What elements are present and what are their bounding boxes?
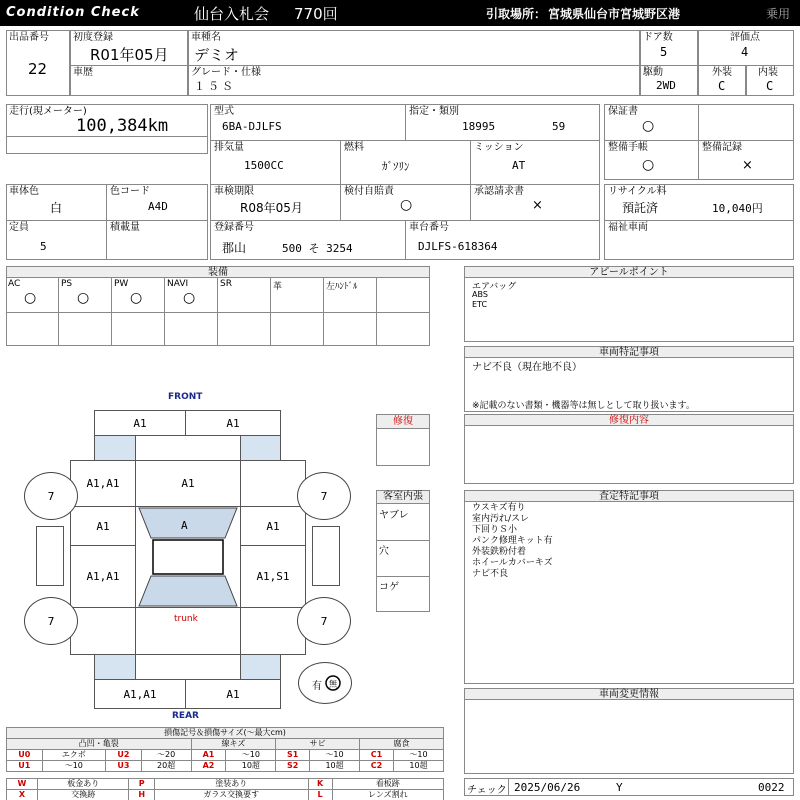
assessment-title: 査定特記事項 xyxy=(465,491,793,502)
assessment-line: ホイールカバーキズ xyxy=(472,558,553,568)
tire-front-right: 7 xyxy=(297,472,351,520)
equipment-item xyxy=(324,278,377,312)
assessment-line: 下回りＳ小 xyxy=(472,525,518,535)
appeal-line-2: ABS xyxy=(472,290,488,299)
windshield-glass xyxy=(139,508,237,538)
category-value: 59 xyxy=(552,120,566,133)
score-value: 4 xyxy=(741,45,749,59)
equipment-item-label: PS xyxy=(61,279,73,289)
check-label: チェック xyxy=(467,785,507,796)
legend-row-4 xyxy=(7,790,444,800)
pickup-place: 宮城県仙台市宮城野区港 xyxy=(548,7,681,21)
rear-center-panel xyxy=(135,654,241,680)
grade-label: グレード・仕様 xyxy=(191,67,261,78)
legend-desc: 塗装あり xyxy=(154,779,308,790)
inspection-value: R08年05月 xyxy=(240,201,303,215)
plate-area: 郡山 xyxy=(222,241,247,255)
displacement-value: 1500CC xyxy=(244,159,284,172)
grade-value: １５Ｓ xyxy=(194,80,236,93)
legend-desc: 10超 xyxy=(310,761,360,772)
recycle-label: リサイクル料 xyxy=(608,186,667,197)
equipment-item xyxy=(59,278,112,312)
assessment-line: 外装鉄粉付着 xyxy=(472,547,527,557)
legend-code: K xyxy=(308,779,332,790)
claim-label: 承認請求書 xyxy=(474,186,524,197)
front-left-fender: A1,A1 xyxy=(70,460,136,507)
legend-desc: 交換跡 xyxy=(37,790,129,800)
type-value: 6BA-DJLFS xyxy=(222,120,282,133)
legend-code: A1 xyxy=(191,750,226,761)
equipment-item-mark: ○ xyxy=(77,290,90,306)
rear-bumper-left: A1,A1 xyxy=(94,679,186,709)
cabin-item-tear: ヤブレ xyxy=(379,510,409,521)
tire-rear-left: 7 xyxy=(24,597,78,645)
model-label: 車種名 xyxy=(191,32,221,43)
left-side-mirror xyxy=(36,526,64,586)
legend-row-3 xyxy=(7,779,444,790)
exterior-label: 外装 xyxy=(712,67,732,78)
equipment-item-label: NAVI xyxy=(167,279,189,289)
equipment-extra-cell xyxy=(59,312,112,346)
manual-value: ○ xyxy=(642,157,655,173)
legend-row-2 xyxy=(7,761,444,772)
front-right-door: A1 xyxy=(240,506,306,546)
legend-code: C2 xyxy=(360,761,394,772)
rear-left-quarter xyxy=(70,607,136,655)
cabin-title: 客室内張 xyxy=(377,491,429,504)
mission-label: ミッション xyxy=(474,142,524,153)
special-title: 車両特記事項 xyxy=(465,347,793,358)
legend-desc: 看板跡 xyxy=(332,779,443,790)
legend-desc: 10超 xyxy=(226,761,276,772)
changes-title: 車両変更情報 xyxy=(465,689,793,700)
equipment-item xyxy=(218,278,271,312)
tire-rear-right: 7 xyxy=(297,597,351,645)
exterior-value: C xyxy=(718,79,726,93)
plate-number: 500 そ 3254 xyxy=(282,242,353,255)
assessment-line: パンク修理キット有 xyxy=(472,536,553,546)
trunk-label: trunk xyxy=(174,614,198,624)
equipment-extra-cell xyxy=(165,312,218,346)
legend-desc: 〜10 xyxy=(394,750,444,761)
welfare-label: 福祉車両 xyxy=(608,222,648,233)
legend-desc: 板金あり xyxy=(37,779,129,790)
front-right-lamp xyxy=(240,435,281,461)
drive-value: 2WD xyxy=(656,79,676,92)
appeal-line-1: エアバッグ xyxy=(472,282,517,292)
equipment-extra-cell xyxy=(112,312,165,346)
insurance-label: 検付自賠責 xyxy=(344,186,394,197)
first-reg-label: 初度登録 xyxy=(73,32,113,43)
assessment-line: 室内汚れ/スレ xyxy=(472,514,530,524)
mileage-label: 走行(現メーター) xyxy=(9,106,87,117)
assessment-line: ナビ不良 xyxy=(472,569,509,579)
legend-group-scratch: 線キズ xyxy=(191,739,276,750)
legend-desc: 〜10 xyxy=(226,750,276,761)
legend-desc: エクボ xyxy=(42,750,106,761)
pickup-label: 引取場所： xyxy=(486,7,547,21)
legend-code: S1 xyxy=(276,750,310,761)
legend-table-2 xyxy=(6,778,444,800)
lot-label: 出品番号 xyxy=(9,32,49,43)
right-side-mirror xyxy=(312,526,340,586)
equipment-item xyxy=(112,278,165,312)
legend-code: U3 xyxy=(106,761,142,772)
first-reg-value: R01年05月 xyxy=(90,46,169,64)
doors-value: 5 xyxy=(660,45,668,59)
equipment-item-label: AC xyxy=(8,279,21,289)
equipment-item-label: 革 xyxy=(273,282,283,292)
rear-right-door: A1,S1 xyxy=(240,545,306,608)
rear-left-lamp xyxy=(94,654,136,680)
front-bumper-left: A1 xyxy=(94,410,186,436)
equipment-item xyxy=(165,278,218,312)
equipment-extra-cell xyxy=(6,312,59,346)
front-left-lamp xyxy=(94,435,136,461)
legend-group-rust: サビ xyxy=(276,739,360,750)
color-code-label: 色コード xyxy=(110,186,150,197)
recycle-fee: 10,040円 xyxy=(712,202,763,215)
auction-name: 仙台入札会 xyxy=(194,5,270,23)
equipment-extra-cell xyxy=(324,312,377,346)
capacity-label: 定員 xyxy=(9,222,29,233)
equipment-extra-cell xyxy=(271,312,324,346)
warranty-label: 保証書 xyxy=(608,106,638,117)
rear-bumper-right: A1 xyxy=(185,679,281,709)
legend-code: U0 xyxy=(7,750,43,761)
model-box xyxy=(188,30,640,66)
legend-desc: 20超 xyxy=(141,761,191,772)
mileage-value: 100,384km xyxy=(76,116,169,136)
equipment-item xyxy=(6,278,59,312)
check-mark: Y xyxy=(616,781,623,794)
legend-group-corrosion: 腐食 xyxy=(360,739,444,750)
front-center-panel xyxy=(135,435,241,461)
roof-glass xyxy=(153,540,223,574)
interior-label: 内装 xyxy=(758,67,778,78)
chassis-value: DJLFS-618364 xyxy=(418,240,498,253)
score-label: 評価点 xyxy=(730,32,760,43)
model-value: デミオ xyxy=(194,46,240,64)
hood-panel: A1 xyxy=(135,460,241,507)
claim-value: × xyxy=(532,198,543,213)
manual-label: 整備手帳 xyxy=(608,142,648,153)
legend-code: U2 xyxy=(106,750,142,761)
glass-shapes xyxy=(135,506,241,608)
doors-label: ドア数 xyxy=(643,32,673,43)
legend-group-dent: 凸凹・亀裂 xyxy=(7,739,192,750)
rear-right-lamp xyxy=(240,654,281,680)
legend-block xyxy=(6,727,444,800)
capacity-value: 5 xyxy=(40,240,47,253)
legend-desc: 〜10 xyxy=(42,761,106,772)
fuel-label: 燃料 xyxy=(344,142,364,153)
svg-text:無: 無 xyxy=(329,679,337,689)
legend-code: W xyxy=(7,779,38,790)
cabin-item-burn: コゲ xyxy=(379,582,399,593)
designation-label: 指定・類別 xyxy=(409,106,459,117)
usage-type: 乗用 xyxy=(766,7,791,21)
changes-panel xyxy=(464,688,794,774)
special-line-1: ナビ不良（現在地不良） xyxy=(472,362,582,373)
front-bumper-right: A1 xyxy=(185,410,281,436)
color-value: 白 xyxy=(50,201,63,215)
drive-label: 駆動 xyxy=(643,67,663,78)
legend-code: H xyxy=(129,790,154,800)
cabin-item-hole: 穴 xyxy=(379,546,389,557)
designation-value: 18995 xyxy=(462,120,496,133)
load-label: 積載量 xyxy=(110,222,140,233)
legend-title: 損傷記号＆損傷サイズ(〜最大cm) xyxy=(7,728,444,739)
color-label: 車体色 xyxy=(9,186,39,197)
equipment-item-mark: ○ xyxy=(24,290,37,306)
legend-desc: 〜20 xyxy=(141,750,191,761)
auction-session: 770回 xyxy=(294,5,338,23)
record-label: 整備記録 xyxy=(702,142,742,153)
legend-code: U1 xyxy=(7,761,43,772)
spare-tire-label: 有 xyxy=(312,681,322,692)
check-number: 0022 xyxy=(758,781,785,794)
inspection-label: 車検期限 xyxy=(214,186,254,197)
insurance-value: ○ xyxy=(400,197,413,213)
rear-right-quarter xyxy=(240,607,306,655)
equipment-extra-cell xyxy=(218,312,271,346)
front-left-door: A1 xyxy=(70,506,136,546)
repair-content-title: 修復内容 xyxy=(465,415,793,426)
legend-code: A2 xyxy=(191,761,226,772)
legend-code: X xyxy=(7,790,38,800)
color-code-value: A4D xyxy=(148,200,168,213)
special-note: ※記載のない書類・機器等は無しとして取り扱います。 xyxy=(472,401,695,411)
history-label: 車歴 xyxy=(73,67,93,78)
legend-desc: 10超 xyxy=(394,761,444,772)
appeal-title: アピールポイント xyxy=(465,267,793,278)
equipment-title: 装備 xyxy=(7,267,429,278)
legend-code: P xyxy=(129,779,154,790)
recycle-status: 預託済 xyxy=(622,201,659,215)
legend-code: S2 xyxy=(276,761,310,772)
plate-label: 登録番号 xyxy=(214,222,254,233)
tire-front-left: 7 xyxy=(24,472,78,520)
chassis-label: 車台番号 xyxy=(409,222,449,233)
displacement-label: 排気量 xyxy=(214,142,244,153)
legend-desc: 〜10 xyxy=(310,750,360,761)
warranty-value: ○ xyxy=(642,118,655,134)
equipment-item-label: SR xyxy=(220,279,232,289)
equipment-item-mark: ○ xyxy=(183,290,196,306)
fuel-value: ｶﾞｿﾘﾝ xyxy=(382,160,410,173)
equipment-item-label: PW xyxy=(114,279,129,289)
windshield-label: A xyxy=(181,519,188,532)
spare-tire-icon xyxy=(325,675,341,691)
legend-code: L xyxy=(308,790,332,800)
legend-code: C1 xyxy=(360,750,394,761)
diagram-front-label: FRONT xyxy=(168,392,203,402)
front-right-fender xyxy=(240,460,306,507)
type-label: 型式 xyxy=(214,106,234,117)
repair-title: 修復 xyxy=(377,415,429,429)
legend-desc: ガラス交換要す xyxy=(154,790,308,800)
rear-window-glass xyxy=(139,576,237,606)
interior-value: C xyxy=(766,79,774,93)
assessment-line: ウスキズ有り xyxy=(472,503,526,513)
equipment-item xyxy=(271,278,324,312)
equipment-item-label: 左ﾊﾝﾄﾞﾙ xyxy=(326,282,358,292)
legend-desc: レンズ割れ xyxy=(332,790,443,800)
check-date: 2025/06/26 xyxy=(514,781,581,794)
rear-left-door: A1,A1 xyxy=(70,545,136,608)
lot-number: 22 xyxy=(28,60,48,78)
appeal-line-3: ETC xyxy=(472,300,488,309)
diagram-rear-label: REAR xyxy=(172,711,199,721)
legend-row-1 xyxy=(7,750,444,761)
record-value: × xyxy=(742,158,753,173)
equipment-item-mark: ○ xyxy=(130,290,143,306)
mission-value: AT xyxy=(512,159,526,172)
legend-table xyxy=(6,727,444,772)
brand-title: Condition Check xyxy=(6,5,140,20)
